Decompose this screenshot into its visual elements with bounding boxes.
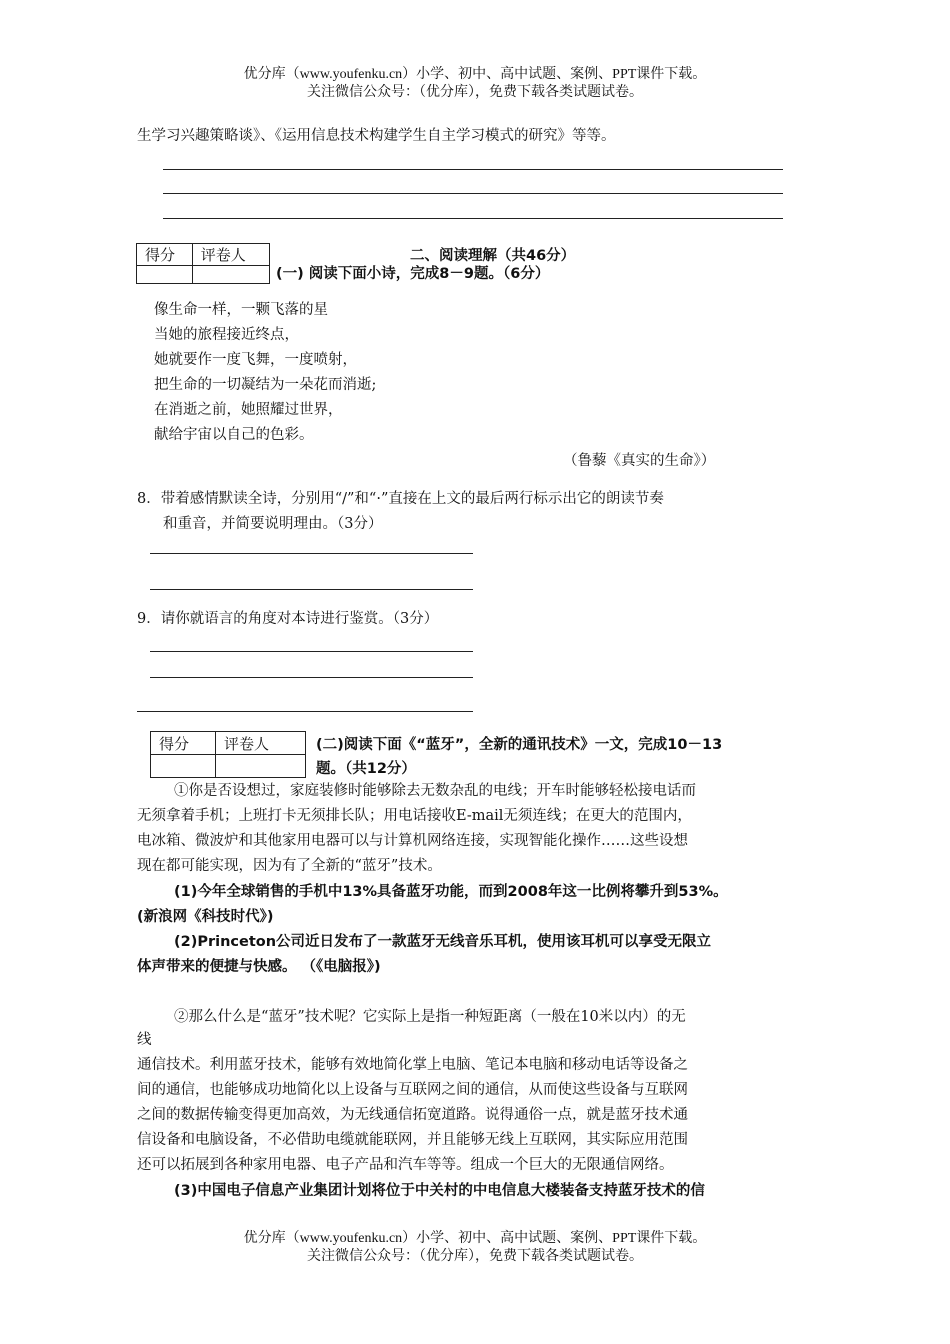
note-1: (1)今年全球销售的手机中13%具备蓝牙功能，而到2008年这一比例将攀升到53%。 bbox=[174, 884, 728, 900]
intro-line: 生学习兴趣策略谈》、《运用信息技术构建学生自主学习模式的研究》等等。 bbox=[137, 128, 616, 144]
grader-label: 评卷人 bbox=[216, 732, 306, 755]
note-3: (3)中国电子信息产业集团计划将位于中关村的中电信息大楼装备支持蓝牙技术的信 bbox=[174, 1183, 705, 1199]
answer-line[interactable] bbox=[150, 589, 473, 590]
para2-line: 线 bbox=[137, 1032, 152, 1048]
poem-line: 像生命一样，一颗飞落的星 bbox=[154, 302, 328, 318]
para1-line: ①你是否设想过，家庭装修时能够除去无数杂乱的电线；开车时能够轻松接电话而 bbox=[174, 783, 696, 799]
para2-line: 通信技术。利用蓝牙技术，能够有效地简化掌上电脑、笔记本电脑和移动电话等设备之 bbox=[137, 1057, 688, 1073]
para1-line: 电冰箱、微波炉和其他家用电器可以与计算机网络连接，实现智能化操作……这些设想 bbox=[137, 833, 688, 849]
answer-line bbox=[163, 193, 783, 194]
footer-line-1: 优分库（www.youfenku.cn）小学、初中、高中试题、案例、PPT课件下载。 bbox=[243, 1231, 707, 1246]
para2-line: 之间的数据传输变得更加高效，为无线通信拓宽道路。说得通俗一点，就是蓝牙技术通 bbox=[137, 1107, 688, 1123]
grader-cell[interactable] bbox=[192, 266, 269, 284]
score-box bbox=[150, 731, 306, 778]
answer-line[interactable] bbox=[137, 711, 473, 712]
header-line-2: 关注微信公众号：（优分库），免费下载各类试题试卷。 bbox=[307, 85, 643, 100]
grader-cell[interactable] bbox=[216, 755, 306, 778]
score-label: 得分 bbox=[137, 244, 193, 266]
section-title: 二、阅读理解（共46分） bbox=[410, 248, 576, 264]
answer-line bbox=[163, 218, 783, 219]
score-cell[interactable] bbox=[137, 266, 193, 284]
footer-line-2: 关注微信公众号：（优分库），免费下载各类试题试卷。 bbox=[307, 1249, 643, 1264]
para2-line: ②那么什么是“蓝牙”技术呢？它实际上是指一种短距离（一般在10米以内）的无 bbox=[174, 1009, 686, 1025]
part2-heading: (二)阅读下面《“蓝牙”，全新的通讯技术》一文，完成10－13 bbox=[316, 737, 723, 753]
answer-line[interactable] bbox=[150, 677, 473, 678]
para2-line: 还可以拓展到各种家用电器、电子产品和汽车等等。组成一个巨大的无限通信网络。 bbox=[137, 1157, 674, 1173]
question-9: 9．请你就语言的角度对本诗进行鉴赏。（3分） bbox=[137, 611, 439, 627]
poem bbox=[154, 298, 376, 448]
para1-line: 无须拿着手机；上班打卡无须排长队；用电话接收E-mail无须连线；在更大的范围内， bbox=[137, 808, 692, 824]
answer-line[interactable] bbox=[150, 553, 473, 554]
score-box bbox=[136, 243, 270, 284]
part2-heading-cont: 题。（共12分） bbox=[316, 761, 416, 777]
grader-label: 评卷人 bbox=[192, 244, 269, 266]
para2-line: 间的通信，也能够成功地简化以上设备与互联网之间的通信，从而使这些设备与互联网 bbox=[137, 1082, 688, 1098]
header-line-1: 优分库（www.youfenku.cn）小学、初中、高中试题、案例、PPT课件下载。 bbox=[243, 67, 707, 82]
note-1-cont: (新浪网《科技时代》) bbox=[137, 909, 274, 925]
score-label: 得分 bbox=[151, 732, 216, 755]
answer-line[interactable] bbox=[150, 651, 473, 652]
para1-line: 现在都可能实现，因为有了全新的“蓝牙”技术。 bbox=[137, 858, 442, 874]
question-8: 8．带着感情默读全诗，分别用“/”和“·”直接在上文的最后两行标示出它的朗读节奏 bbox=[137, 491, 664, 507]
poem-line: 在消逝之前，她照耀过世界， bbox=[154, 402, 343, 418]
poem-line: 献给宇宙以自己的色彩。 bbox=[154, 427, 314, 443]
part1-heading: (一) 阅读下面小诗，完成8－9题。（6分） bbox=[276, 266, 550, 282]
answer-line bbox=[163, 169, 783, 170]
question-8-cont: 和重音，并简要说明理由。（3分） bbox=[163, 516, 383, 532]
note-2-cont: 体声带来的便捷与快感。 （《电脑报》) bbox=[137, 959, 381, 975]
poem-line: 她就要作一度飞舞，一度喷射， bbox=[154, 352, 357, 368]
poem-line: 把生命的一切凝结为一朵花而消逝; bbox=[154, 377, 377, 393]
note-2: (2)Princeton公司近日发布了一款蓝牙无线音乐耳机，使用该耳机可以享受无限立 bbox=[174, 934, 712, 950]
poem-attribution: （鲁藜《真实的生命》） bbox=[563, 453, 716, 469]
score-cell[interactable] bbox=[151, 755, 216, 778]
poem-line: 当她的旅程接近终点， bbox=[154, 327, 299, 343]
para2-line: 信设备和电脑设备，不必借助电缆就能联网，并且能够无线上互联网，其实际应用范围 bbox=[137, 1132, 688, 1148]
